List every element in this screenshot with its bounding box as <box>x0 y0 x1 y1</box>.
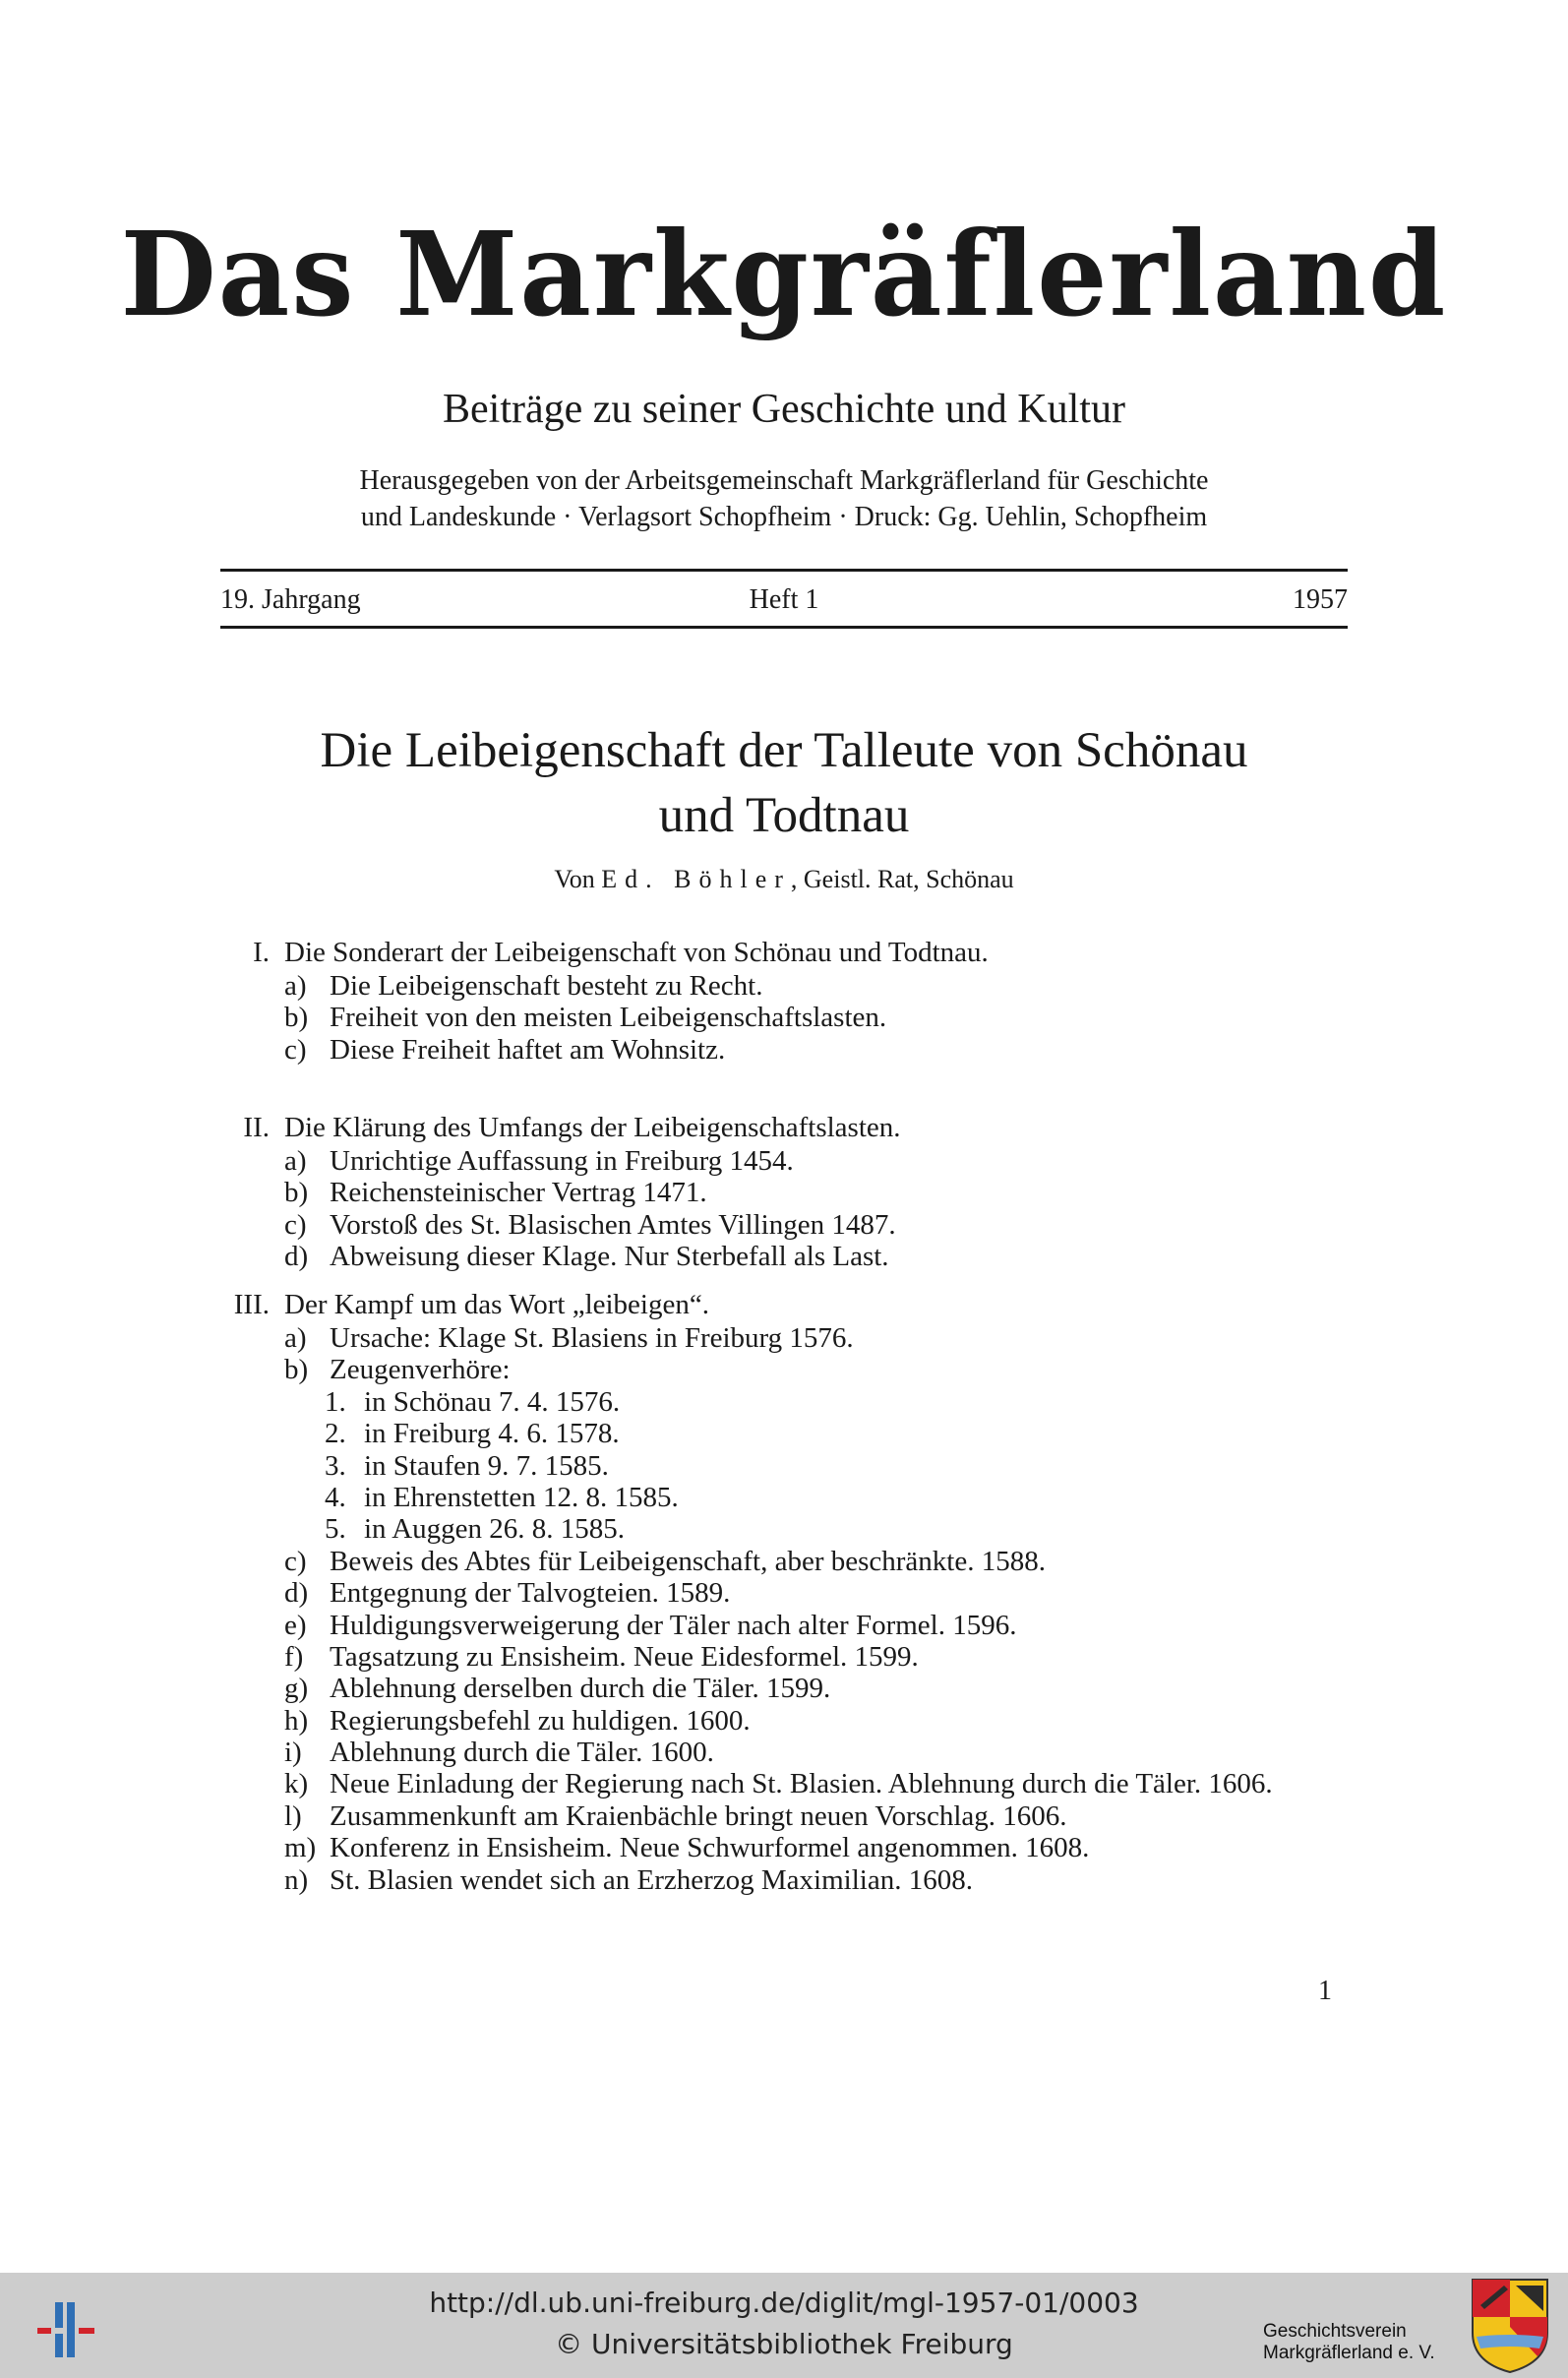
page-number: 1 <box>1318 1976 1332 2006</box>
item-letter: g) <box>284 1673 309 1705</box>
article-title <box>0 718 1568 848</box>
list-item <box>0 1034 1568 1066</box>
item-text: Freiheit von den meisten Leibeigenschaftslasten. <box>330 1002 887 1034</box>
article-title-line-1: Die Leibeigenschaft der Talleute von Schönau <box>320 723 1248 778</box>
witness-hearing-item <box>0 1513 1568 1545</box>
item-letter: h) <box>284 1704 309 1737</box>
toc-section-1 <box>0 935 1568 1066</box>
coat-of-arms-icon[interactable] <box>1471 2278 1549 2374</box>
section-title: Der Kampf um das Wort „leibeigen“. <box>284 1289 709 1320</box>
list-item <box>0 970 1568 1002</box>
viewer-footer-bar <box>0 2273 1568 2378</box>
item-letter: a) <box>284 1145 307 1177</box>
witness-hearing-item <box>0 1418 1568 1449</box>
witness-hearing-item <box>0 1386 1568 1418</box>
item-text: Regierungsbefehl zu huldigen. 1600. <box>330 1704 751 1737</box>
item-letter: c) <box>284 1033 307 1066</box>
list-item <box>0 1354 1568 1385</box>
item-letter: c) <box>284 1208 307 1241</box>
item-text: Entgegnung der Talvogteien. 1589. <box>330 1577 731 1610</box>
item-letter: i) <box>284 1737 302 1769</box>
item-text: Zeugenverhöre: <box>330 1354 511 1386</box>
hearing-number: 2. <box>325 1418 346 1450</box>
toc-section-heading <box>0 935 1568 970</box>
hearing-text: in Ehrenstetten 12. 8. 1585. <box>364 1481 679 1513</box>
item-text: Diese Freiheit haftet am Wohnsitz. <box>330 1033 726 1066</box>
item-text: St. Blasien wendet sich an Erzherzog Maximilian. 1608. <box>330 1863 973 1896</box>
publisher-info <box>0 462 1568 535</box>
issue-line <box>220 580 1348 620</box>
society-name-line-1: Geschichtsverein <box>1263 2321 1407 2342</box>
item-letter: l) <box>284 1799 302 1832</box>
item-letter: a) <box>284 1322 307 1354</box>
list-item <box>0 1241 1568 1272</box>
copyright-notice: © Universitätsbibliothek Freiburg <box>555 2328 1013 2360</box>
item-text: Tagsatzung zu Ensisheim. Neue Eidesformel. 1599. <box>330 1640 919 1673</box>
item-letter: d) <box>284 1577 309 1610</box>
item-text: Die Leibeigenschaft besteht zu Recht. <box>330 970 763 1002</box>
author-suffix: , Geistl. Rat, Schönau <box>790 865 1014 893</box>
item-letter: f) <box>284 1640 304 1673</box>
section-number: II. <box>243 1112 270 1143</box>
list-item <box>0 1641 1568 1673</box>
section-title: Die Klärung des Umfangs der Leibeigenschaftslasten. <box>284 1112 901 1143</box>
toc-section-heading <box>0 1110 1568 1145</box>
hearing-text: in Freiburg 4. 6. 1578. <box>364 1418 620 1450</box>
section-number: I. <box>253 937 270 968</box>
society-name-line-2: Markgräflerland e. V. <box>1263 2343 1435 2363</box>
permalink-url[interactable]: http://dl.ub.uni-freiburg.de/diglit/mgl-1957-01/0003 <box>429 2287 1139 2319</box>
list-item <box>0 1832 1568 1863</box>
toc-section-3 <box>0 1287 1568 1896</box>
item-text: Ablehnung derselben durch die Täler. 1599. <box>330 1673 831 1705</box>
item-letter: a) <box>284 970 307 1002</box>
list-item <box>0 1546 1568 1577</box>
toc-section-2 <box>0 1110 1568 1273</box>
hearing-number: 1. <box>325 1385 346 1418</box>
journal-subtitle: Beiträge zu seiner Geschichte und Kultur <box>443 387 1125 432</box>
list-item <box>0 1737 1568 1768</box>
list-item <box>0 1002 1568 1033</box>
witness-hearing-item <box>0 1482 1568 1513</box>
item-text: Reichensteinischer Vertrag 1471. <box>330 1177 707 1209</box>
year-label: 1957 <box>1293 584 1348 615</box>
author-name: Ed. Böhler <box>601 865 791 893</box>
author-prefix: Von <box>554 865 595 893</box>
volume-label: 19. Jahrgang <box>220 584 361 615</box>
list-item <box>0 1673 1568 1704</box>
hearing-number: 5. <box>325 1513 346 1546</box>
list-item <box>0 1610 1568 1641</box>
hearing-number: 4. <box>325 1481 346 1513</box>
list-item <box>0 1768 1568 1799</box>
list-item <box>0 1177 1568 1208</box>
item-letter: m) <box>284 1832 317 1864</box>
issue-label: Heft 1 <box>749 584 819 615</box>
journal-masthead: Das Markgräflerland <box>120 207 1448 343</box>
item-text: Huldigungsverweigerung der Täler nach alter Formel. 1596. <box>330 1609 1017 1641</box>
hearing-text: in Staufen 9. 7. 1585. <box>364 1449 609 1482</box>
item-letter: c) <box>284 1545 307 1577</box>
item-letter: b) <box>284 1177 309 1209</box>
list-item <box>0 1577 1568 1609</box>
hearing-text: in Auggen 26. 8. 1585. <box>364 1513 626 1546</box>
item-text: Konferenz in Ensisheim. Neue Schwurformel angenommen. 1608. <box>330 1832 1090 1864</box>
article-title-line-2: und Todtnau <box>658 788 910 843</box>
list-item <box>0 1705 1568 1737</box>
header-rule-top <box>220 569 1348 572</box>
item-text: Ursache: Klage St. Blasiens in Freiburg 1576. <box>330 1322 854 1354</box>
hearing-text: in Schönau 7. 4. 1576. <box>364 1385 621 1418</box>
item-text: Unrichtige Auffassung in Freiburg 1454. <box>330 1145 794 1177</box>
list-item <box>0 1864 1568 1896</box>
item-text: Zusammenkunft am Kraienbächle bringt neuen Vorschlag. 1606. <box>330 1799 1067 1832</box>
item-text: Abweisung dieser Klage. Nur Sterbefall als Last. <box>330 1241 889 1273</box>
list-item <box>0 1145 1568 1177</box>
item-text: Beweis des Abtes für Leibeigenschaft, aber beschränkte. 1588. <box>330 1545 1046 1577</box>
item-letter: n) <box>284 1863 309 1896</box>
list-item <box>0 1800 1568 1832</box>
publisher-line-2: und Landeskunde · Verlagsort Schopfheim · Druck: Gg. Uehlin, Schopfheim <box>360 502 1208 532</box>
hearing-number: 3. <box>325 1449 346 1482</box>
item-letter: b) <box>284 1002 309 1034</box>
society-name <box>1263 2321 1435 2364</box>
toc-section-heading <box>0 1287 1568 1322</box>
item-letter: b) <box>284 1354 309 1386</box>
item-letter: d) <box>284 1241 309 1273</box>
item-letter: e) <box>284 1609 307 1641</box>
section-number: III. <box>233 1289 270 1320</box>
item-text: Ablehnung durch die Täler. 1600. <box>330 1737 714 1769</box>
publisher-line-1: Herausgegeben von der Arbeitsgemeinschaft Markgräflerland für Geschichte <box>359 465 1209 496</box>
section-title: Die Sonderart der Leibeigenschaft von Schönau und Todtnau. <box>284 937 989 968</box>
witness-hearing-item <box>0 1450 1568 1482</box>
item-text: Vorstoß des St. Blasischen Amtes Villingen 1487. <box>330 1208 896 1241</box>
list-item <box>0 1322 1568 1354</box>
item-text: Neue Einladung der Regierung nach St. Blasien. Ablehnung durch die Täler. 1606. <box>330 1768 1273 1800</box>
header-rule-bottom <box>220 626 1348 629</box>
item-letter: k) <box>284 1768 309 1800</box>
list-item <box>0 1209 1568 1241</box>
author-line <box>0 862 1568 897</box>
